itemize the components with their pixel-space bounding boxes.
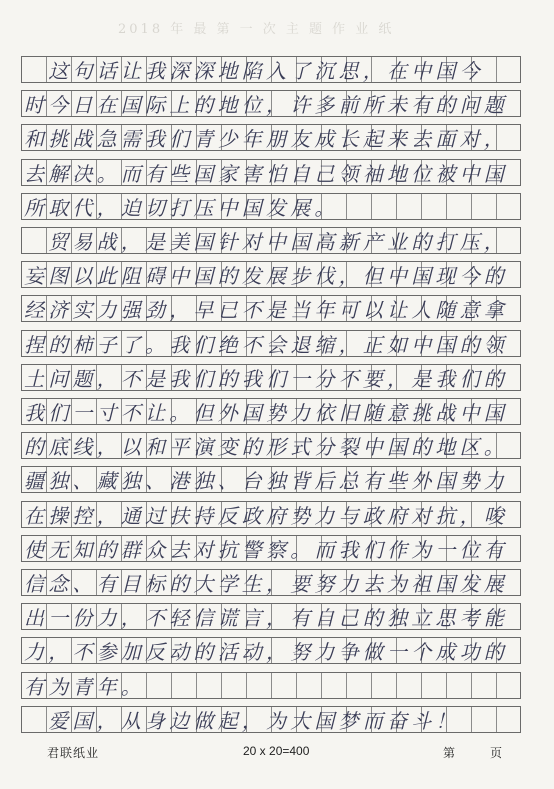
handwritten-line: 捏的柿子了。我们绝不会退缩，正如中国的领 bbox=[24, 332, 508, 357]
handwritten-line: 土问题，不是我们的我们一分不要，是我们的 bbox=[24, 366, 508, 391]
grid-cell-divider bbox=[447, 194, 472, 219]
grid-cell-divider bbox=[447, 673, 472, 698]
handwritten-line: 的底线，以和平演变的形式分裂中国的地区。 bbox=[24, 435, 508, 460]
handwritten-line: 这句话让我深深地陷入了沉思，在中国今 bbox=[24, 59, 484, 83]
handwritten-line: 疆独、藏独、港独、台独背后总有些外国势力 bbox=[24, 469, 508, 494]
grid-row bbox=[21, 637, 521, 664]
handwritten-line: 去解决。而有些国家害怕自己领袖地位被中国 bbox=[24, 161, 508, 186]
handwritten-line: 出一份力，不轻信谎言，有自己的独立思考能 bbox=[24, 606, 508, 631]
grid-cell-divider bbox=[422, 194, 447, 219]
grid-cell-divider bbox=[322, 673, 347, 698]
handwritten-line: 在操控，通过扶持反政府势力与政府对抗，唆 bbox=[24, 503, 508, 528]
grid-cell-divider bbox=[272, 673, 297, 698]
grid-row bbox=[21, 330, 521, 357]
grid-row bbox=[21, 501, 521, 528]
grid-row bbox=[21, 569, 521, 596]
handwritten-line: 使无知的群众去对抗警察。而我们作为一位有 bbox=[24, 537, 508, 562]
grid-cell-divider bbox=[347, 194, 372, 219]
grid-cell-divider bbox=[397, 673, 422, 698]
handwritten-line: 有为青年。 bbox=[24, 674, 145, 699]
grid-row bbox=[21, 432, 521, 459]
grid-cell-divider bbox=[297, 673, 322, 698]
grid-cell-divider bbox=[147, 673, 172, 698]
grid-row bbox=[21, 90, 521, 117]
paper-footer bbox=[0, 742, 554, 766]
grid-cell-divider bbox=[472, 194, 497, 219]
grid-row bbox=[21, 193, 521, 220]
grid-cell-divider bbox=[347, 673, 372, 698]
grid-row bbox=[21, 706, 521, 733]
handwritten-line: 和挑战急需我们青少年朋友成长起来去面对， bbox=[24, 127, 508, 152]
grid-row bbox=[21, 398, 521, 425]
grid-row bbox=[21, 672, 521, 699]
handwritten-line: 贸易战，是美国针对中国高新产业的打压， bbox=[24, 230, 508, 254]
grid-row bbox=[21, 227, 521, 254]
grid-row bbox=[21, 535, 521, 562]
faint-header-text: 2018 年 最 第 一 次 主 题 作 业 纸 bbox=[118, 22, 395, 37]
grid-row bbox=[21, 261, 521, 288]
page-label-prefix: 第 bbox=[443, 746, 456, 760]
page-label-suffix: 页 bbox=[490, 746, 503, 760]
grid-row bbox=[21, 159, 521, 186]
grid-cell-divider bbox=[247, 673, 272, 698]
handwritten-line: 时今日在国际上的地位，许多前所未有的问题 bbox=[24, 93, 508, 118]
grid-cell-divider bbox=[372, 194, 397, 219]
grid-row bbox=[21, 295, 521, 322]
handwritten-line: 爱国，从身边做起，为大国梦而奋斗！ bbox=[24, 708, 460, 733]
grid-cell-divider bbox=[222, 673, 247, 698]
handwritten-line: 所取代，迫切打压中国发展。 bbox=[24, 195, 339, 220]
grid-row bbox=[21, 364, 521, 391]
grid-cell-divider bbox=[397, 194, 422, 219]
handwritten-line: 妄图以此阻碍中国的发展步伐，但中国现今的 bbox=[24, 264, 508, 289]
grid-row bbox=[21, 124, 521, 151]
grid-row bbox=[21, 56, 521, 83]
grid-cell-divider bbox=[472, 707, 497, 732]
grid-cell-divider bbox=[422, 673, 447, 698]
grid-row bbox=[21, 466, 521, 493]
grid-spec: 20 x 20=400 bbox=[243, 744, 310, 758]
grid-cell-divider bbox=[172, 673, 197, 698]
paper-brand: 君联纸业 bbox=[47, 746, 100, 760]
handwritten-line: 我们一寸不让。但外国势力依旧随意挑战中国 bbox=[24, 401, 508, 425]
handwritten-line: 信念、有目标的大学生，要努力去为祖国发展 bbox=[24, 572, 508, 596]
handwritten-line: 经济实力强劲，早已不是当年可以让人随意拿 bbox=[24, 298, 508, 323]
writing-grid bbox=[21, 56, 521, 731]
grid-row bbox=[21, 603, 521, 630]
grid-cell-divider bbox=[197, 673, 222, 698]
grid-cell-divider bbox=[372, 673, 397, 698]
handwritten-line: 力，不参加反动的活动，努力争做一个成功的 bbox=[24, 640, 508, 665]
grid-cell-divider bbox=[472, 673, 497, 698]
